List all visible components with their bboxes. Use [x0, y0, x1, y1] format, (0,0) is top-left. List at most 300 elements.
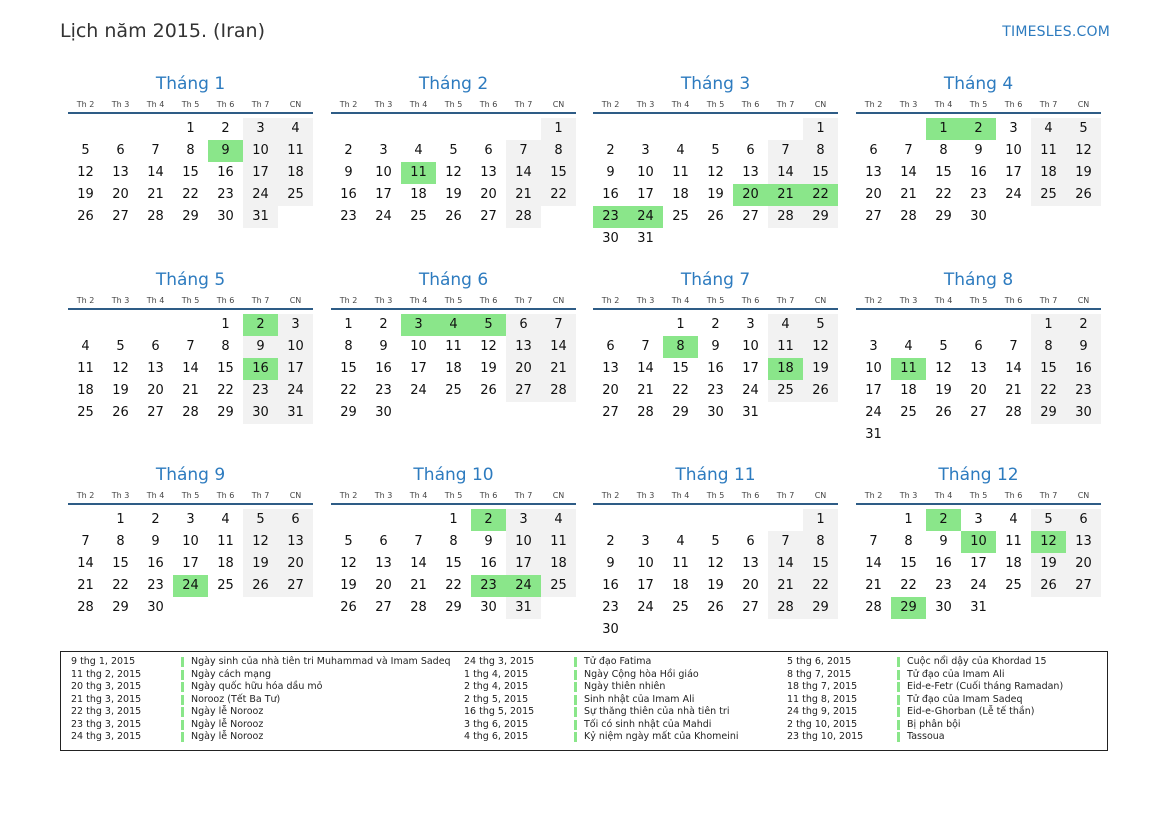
- holiday-date: 22 thg 3, 2015: [71, 706, 142, 717]
- day-cell: 25: [77, 405, 94, 420]
- day-cell: 8: [186, 143, 195, 158]
- day-cell: 4: [278, 118, 313, 140]
- empty-cell: [436, 402, 471, 424]
- weekday-label: Th 2: [76, 100, 95, 109]
- week-row: [593, 140, 838, 162]
- empty-cell: [733, 619, 768, 641]
- holiday-name: Cuộc nổi dậy của Khordad 15: [897, 657, 1047, 667]
- day-cell: 11: [1005, 534, 1022, 549]
- day-cell: 19: [445, 187, 462, 202]
- day-cell: 6: [506, 314, 541, 336]
- empty-cell: [1066, 424, 1101, 446]
- day-cell: 1: [221, 317, 230, 332]
- day-cell: 27: [112, 209, 129, 224]
- day-cell: 28: [1005, 405, 1022, 420]
- month-title: Tháng 11: [675, 465, 756, 485]
- month-title: Tháng 4: [943, 74, 1014, 94]
- day-cell: 18: [672, 187, 689, 202]
- weekday-label: Th 3: [374, 491, 393, 500]
- day-cell: 23: [1066, 380, 1101, 402]
- day-cell: 11: [891, 358, 926, 380]
- weekday-label: Th 3: [111, 100, 130, 109]
- day-cell: 18: [1031, 162, 1066, 184]
- week-row: [856, 402, 1101, 424]
- day-cell: 13: [112, 165, 129, 180]
- day-cell: 20: [970, 383, 987, 398]
- day-cell: 3: [379, 143, 388, 158]
- day-cell: 10: [1005, 143, 1022, 158]
- day-cell: 7: [506, 140, 541, 162]
- empty-cell: [961, 424, 996, 446]
- weekday-label: Th 5: [706, 491, 725, 500]
- day-cell: 29: [803, 206, 838, 228]
- day-cell: 14: [77, 556, 94, 571]
- day-cell: 4: [541, 509, 576, 531]
- month-title: Tháng 3: [680, 74, 751, 94]
- empty-cell: [733, 509, 768, 531]
- day-cell: 9: [606, 165, 615, 180]
- empty-cell: [593, 118, 628, 140]
- day-cell: 5: [81, 143, 90, 158]
- weekday-label: Th 4: [934, 296, 953, 305]
- empty-cell: [278, 206, 313, 228]
- day-cell: 14: [541, 336, 576, 358]
- day-cell: 22: [803, 184, 838, 206]
- empty-cell: [593, 509, 628, 531]
- day-cell: 5: [471, 314, 506, 336]
- empty-cell: [1066, 597, 1101, 619]
- holiday-name: Tử đạo của Imam Ali: [897, 670, 1005, 680]
- day-cell: 29: [445, 600, 462, 615]
- holiday-date: 4 thg 6, 2015: [464, 731, 529, 742]
- day-cell: 20: [375, 578, 392, 593]
- day-cell: 29: [803, 597, 838, 619]
- day-cell: 10: [637, 556, 654, 571]
- day-cell: 14: [768, 162, 803, 184]
- empty-cell: [1031, 424, 1066, 446]
- week-row: [331, 336, 576, 358]
- day-cell: 16: [602, 578, 619, 593]
- day-cell: 17: [637, 187, 654, 202]
- day-cell: 15: [217, 361, 234, 376]
- day-cell: 22: [217, 383, 234, 398]
- holiday-date: 2 thg 5, 2015: [464, 693, 529, 705]
- day-cell: 19: [1066, 162, 1101, 184]
- day-cell: 30: [217, 209, 234, 224]
- day-cell: 14: [1005, 361, 1022, 376]
- day-cell: 19: [340, 578, 357, 593]
- day-cell: 18: [445, 361, 462, 376]
- day-cell: 12: [935, 361, 952, 376]
- day-cell: 23: [471, 575, 506, 597]
- day-cell: 20: [602, 383, 619, 398]
- weekday-label: Th 6: [216, 100, 235, 109]
- day-cell: 5: [116, 339, 125, 354]
- week-row: [593, 575, 838, 597]
- day-cell: 20: [1066, 553, 1101, 575]
- empty-cell: [436, 118, 471, 140]
- month-5: [68, 268, 313, 424]
- weekday-header: [68, 489, 313, 505]
- week-row: [331, 206, 576, 228]
- week-row: [856, 184, 1101, 206]
- holiday-date: 23 thg 10, 2015: [787, 731, 864, 742]
- day-cell: 15: [541, 162, 576, 184]
- day-cell: 17: [278, 358, 313, 380]
- weekday-label: Th 6: [216, 491, 235, 500]
- weekday-label: Th 7: [251, 100, 270, 109]
- empty-cell: [803, 619, 838, 641]
- day-cell: 17: [182, 556, 199, 571]
- week-row: [68, 597, 313, 619]
- day-cell: 22: [1031, 380, 1066, 402]
- empty-cell: [768, 402, 803, 424]
- empty-cell: [733, 228, 768, 250]
- day-cell: 15: [445, 556, 462, 571]
- week-row: [856, 118, 1101, 140]
- week-row: [593, 380, 838, 402]
- holiday-name: Sinh nhật của Imam Ali: [574, 695, 694, 705]
- page-title: Lịch năm 2015. (Iran): [60, 20, 265, 42]
- week-row: [68, 162, 313, 184]
- day-cell: 3: [278, 314, 313, 336]
- day-cell: 27: [865, 209, 882, 224]
- empty-cell: [996, 597, 1031, 619]
- holiday-name: Ngày quốc hữu hóa dầu mỏ: [181, 682, 322, 692]
- day-cell: 12: [445, 165, 462, 180]
- month-10: [331, 463, 576, 619]
- day-cell: 27: [742, 600, 759, 615]
- week-row: [68, 402, 313, 424]
- day-cell: 9: [379, 339, 388, 354]
- weekday-label: CN: [1077, 100, 1090, 109]
- day-cell: 28: [637, 405, 654, 420]
- day-cell: 15: [340, 361, 357, 376]
- week-row: [856, 575, 1101, 597]
- day-cell: 24: [173, 575, 208, 597]
- empty-cell: [698, 118, 733, 140]
- day-cell: 4: [676, 534, 685, 549]
- holiday-name: Ngày lễ Norooz: [181, 707, 263, 717]
- weekday-header: [331, 98, 576, 114]
- weekday-label: Th 2: [76, 296, 95, 305]
- day-cell: 31: [243, 206, 278, 228]
- day-cell: 24: [865, 405, 882, 420]
- empty-cell: [996, 314, 1031, 336]
- day-cell: 21: [506, 184, 541, 206]
- day-cell: 10: [506, 531, 541, 553]
- day-cell: 28: [541, 380, 576, 402]
- weekday-label: Th 7: [1039, 296, 1058, 305]
- weekday-header: [593, 489, 838, 505]
- site-link[interactable]: TIMESLES.COM: [1002, 24, 1110, 40]
- week-row: [68, 509, 313, 531]
- day-cell: 13: [602, 361, 619, 376]
- day-cell: 24: [970, 578, 987, 593]
- week-row: [68, 358, 313, 380]
- weekday-label: Th 5: [181, 491, 200, 500]
- day-cell: 25: [1005, 578, 1022, 593]
- day-cell: 4: [414, 143, 423, 158]
- day-cell: 22: [112, 578, 129, 593]
- holiday-date: 1 thg 4, 2015: [464, 668, 529, 680]
- weekday-label: CN: [552, 296, 565, 305]
- day-cell: 7: [768, 140, 803, 162]
- weekday-label: Th 5: [706, 296, 725, 305]
- day-cell: 8: [449, 534, 458, 549]
- empty-cell: [208, 597, 243, 619]
- day-cell: 12: [480, 339, 497, 354]
- weekday-label: Th 4: [146, 491, 165, 500]
- holiday-name: Tử đạo của Imam Sadeq: [897, 695, 1023, 705]
- empty-cell: [506, 402, 541, 424]
- week-row: [593, 118, 838, 140]
- empty-cell: [996, 424, 1031, 446]
- day-cell: 26: [112, 405, 129, 420]
- week-row: [593, 184, 838, 206]
- day-cell: 1: [1031, 314, 1066, 336]
- day-cell: 11: [445, 339, 462, 354]
- empty-cell: [768, 509, 803, 531]
- holiday-date: 5 thg 6, 2015: [787, 656, 852, 667]
- holiday-name: Ngày sinh của nhà tiên tri Muhammad và Imam Sadeq: [181, 657, 451, 667]
- holiday-date: 8 thg 7, 2015: [787, 668, 852, 680]
- weekday-label: CN: [1077, 296, 1090, 305]
- day-cell: 16: [147, 556, 164, 571]
- holiday-date: 2 thg 10, 2015: [787, 718, 858, 730]
- day-cell: 25: [672, 209, 689, 224]
- day-cell: 15: [900, 556, 917, 571]
- day-cell: 26: [935, 405, 952, 420]
- day-cell: 4: [1031, 118, 1066, 140]
- holiday-name: Ngày thiên nhiên: [574, 682, 665, 692]
- empty-cell: [401, 118, 436, 140]
- day-cell: 2: [344, 143, 353, 158]
- day-cell: 25: [672, 600, 689, 615]
- day-cell: 24: [628, 206, 663, 228]
- week-row: [856, 424, 1101, 446]
- weekday-label: Th 7: [514, 100, 533, 109]
- weekday-label: Th 6: [216, 296, 235, 305]
- day-cell: 7: [151, 143, 160, 158]
- day-cell: 28: [865, 600, 882, 615]
- holiday-name: Kỷ niệm ngày mất của Khomeini: [574, 732, 739, 742]
- day-cell: 8: [344, 339, 353, 354]
- day-cell: 20: [147, 383, 164, 398]
- empty-cell: [891, 314, 926, 336]
- day-cell: 16: [480, 556, 497, 571]
- day-cell: 21: [1005, 383, 1022, 398]
- week-row: [68, 380, 313, 402]
- day-cell: 4: [436, 314, 471, 336]
- weekday-label: CN: [814, 100, 827, 109]
- weekday-label: CN: [1077, 491, 1090, 500]
- day-cell: 22: [445, 578, 462, 593]
- day-cell: 31: [637, 231, 654, 246]
- holiday-name: Bị phân bội: [897, 720, 961, 730]
- week-row: [331, 140, 576, 162]
- day-cell: 11: [672, 165, 689, 180]
- day-cell: 18: [77, 383, 94, 398]
- day-cell: 28: [410, 600, 427, 615]
- day-cell: 19: [112, 383, 129, 398]
- week-row: [68, 531, 313, 553]
- weekday-header: [68, 294, 313, 310]
- weekday-label: Th 2: [339, 100, 358, 109]
- day-cell: 3: [974, 512, 983, 527]
- empty-cell: [138, 314, 173, 336]
- weekday-label: Th 6: [1004, 100, 1023, 109]
- day-cell: 7: [869, 534, 878, 549]
- weekday-label: Th 7: [776, 491, 795, 500]
- day-cell: 7: [768, 531, 803, 553]
- day-cell: 14: [410, 556, 427, 571]
- day-cell: 21: [637, 383, 654, 398]
- empty-cell: [506, 118, 541, 140]
- holiday-name: Tassoua: [897, 732, 945, 742]
- day-cell: 15: [803, 162, 838, 184]
- day-cell: 28: [768, 597, 803, 619]
- day-cell: 3: [243, 118, 278, 140]
- weekday-label: CN: [289, 100, 302, 109]
- weekday-label: Th 4: [671, 296, 690, 305]
- month-4: [856, 72, 1101, 228]
- day-cell: 14: [182, 361, 199, 376]
- day-cell: 8: [904, 534, 913, 549]
- day-cell: 9: [151, 534, 160, 549]
- empty-cell: [471, 402, 506, 424]
- day-cell: 24: [506, 575, 541, 597]
- day-cell: 3: [746, 317, 755, 332]
- week-row: [856, 206, 1101, 228]
- day-cell: 29: [1031, 402, 1066, 424]
- month-7: [593, 268, 838, 424]
- empty-cell: [996, 206, 1031, 228]
- day-cell: 18: [900, 383, 917, 398]
- empty-cell: [541, 597, 576, 619]
- day-cell: 5: [803, 314, 838, 336]
- holiday-date: 24 thg 3, 2015: [71, 731, 142, 742]
- day-cell: 30: [147, 600, 164, 615]
- month-title: Tháng 12: [938, 465, 1019, 485]
- holiday-date: 11 thg 8, 2015: [787, 693, 858, 705]
- day-cell: 21: [182, 383, 199, 398]
- day-cell: 5: [1031, 509, 1066, 531]
- empty-cell: [103, 118, 138, 140]
- day-cell: 23: [375, 383, 392, 398]
- week-row: [593, 358, 838, 380]
- weekday-label: Th 2: [864, 491, 883, 500]
- day-cell: 10: [865, 361, 882, 376]
- day-cell: 28: [768, 206, 803, 228]
- empty-cell: [768, 118, 803, 140]
- day-cell: 2: [711, 317, 720, 332]
- day-cell: 24: [742, 383, 759, 398]
- weekday-label: Th 5: [969, 491, 988, 500]
- month-11: [593, 463, 838, 641]
- holiday-date: 18 thg 7, 2015: [787, 681, 858, 692]
- day-cell: 8: [803, 140, 838, 162]
- holiday-name: Ngày Cộng hòa Hồi giáo: [574, 670, 699, 680]
- day-cell: 2: [606, 143, 615, 158]
- weekday-label: Th 3: [899, 296, 918, 305]
- day-cell: 10: [182, 534, 199, 549]
- day-cell: 12: [707, 556, 724, 571]
- week-row: [331, 380, 576, 402]
- day-cell: 29: [340, 405, 357, 420]
- day-cell: 21: [410, 578, 427, 593]
- empty-cell: [471, 118, 506, 140]
- day-cell: 18: [541, 553, 576, 575]
- day-cell: 18: [768, 358, 803, 380]
- weekday-label: Th 7: [514, 491, 533, 500]
- week-row: [856, 509, 1101, 531]
- month-3: [593, 72, 838, 250]
- day-cell: 2: [221, 121, 230, 136]
- day-cell: 25: [541, 575, 576, 597]
- weekday-header: [331, 489, 576, 505]
- day-cell: 30: [602, 231, 619, 246]
- empty-cell: [1031, 206, 1066, 228]
- day-cell: 13: [742, 165, 759, 180]
- weekday-label: CN: [552, 100, 565, 109]
- day-cell: 18: [1005, 556, 1022, 571]
- weekday-label: Th 2: [864, 100, 883, 109]
- weekday-label: Th 3: [374, 296, 393, 305]
- day-cell: 5: [711, 534, 720, 549]
- day-cell: 22: [340, 383, 357, 398]
- day-cell: 10: [742, 339, 759, 354]
- holiday-date: 21 thg 3, 2015: [71, 693, 142, 705]
- day-cell: 22: [935, 187, 952, 202]
- day-cell: 2: [1066, 314, 1101, 336]
- day-cell: 18: [217, 556, 234, 571]
- day-cell: 10: [410, 339, 427, 354]
- day-cell: 19: [243, 553, 278, 575]
- weekday-label: Th 2: [864, 296, 883, 305]
- day-cell: 9: [606, 556, 615, 571]
- day-cell: 14: [506, 162, 541, 184]
- week-row: [856, 597, 1101, 619]
- holiday-name: Sự thăng thiên của nhà tiên tri: [574, 707, 729, 717]
- empty-cell: [68, 118, 103, 140]
- day-cell: 6: [869, 143, 878, 158]
- month-8: [856, 268, 1101, 446]
- weekday-label: Th 5: [969, 296, 988, 305]
- day-cell: 15: [672, 361, 689, 376]
- empty-cell: [926, 314, 961, 336]
- day-cell: 31: [865, 427, 882, 442]
- weekday-label: Th 4: [146, 296, 165, 305]
- day-cell: 20: [112, 187, 129, 202]
- day-cell: 14: [768, 553, 803, 575]
- day-cell: 11: [672, 556, 689, 571]
- day-cell: 15: [112, 556, 129, 571]
- month-title: Tháng 7: [680, 270, 751, 290]
- month-title: Tháng 8: [943, 270, 1014, 290]
- empty-cell: [926, 424, 961, 446]
- day-cell: 15: [1031, 358, 1066, 380]
- day-cell: 8: [116, 534, 125, 549]
- week-row: [331, 402, 576, 424]
- day-cell: 25: [768, 380, 803, 402]
- day-cell: 13: [970, 361, 987, 376]
- week-row: [593, 206, 838, 228]
- weekday-label: Th 4: [409, 296, 428, 305]
- weekday-label: Th 6: [741, 296, 760, 305]
- empty-cell: [173, 314, 208, 336]
- day-cell: 26: [480, 383, 497, 398]
